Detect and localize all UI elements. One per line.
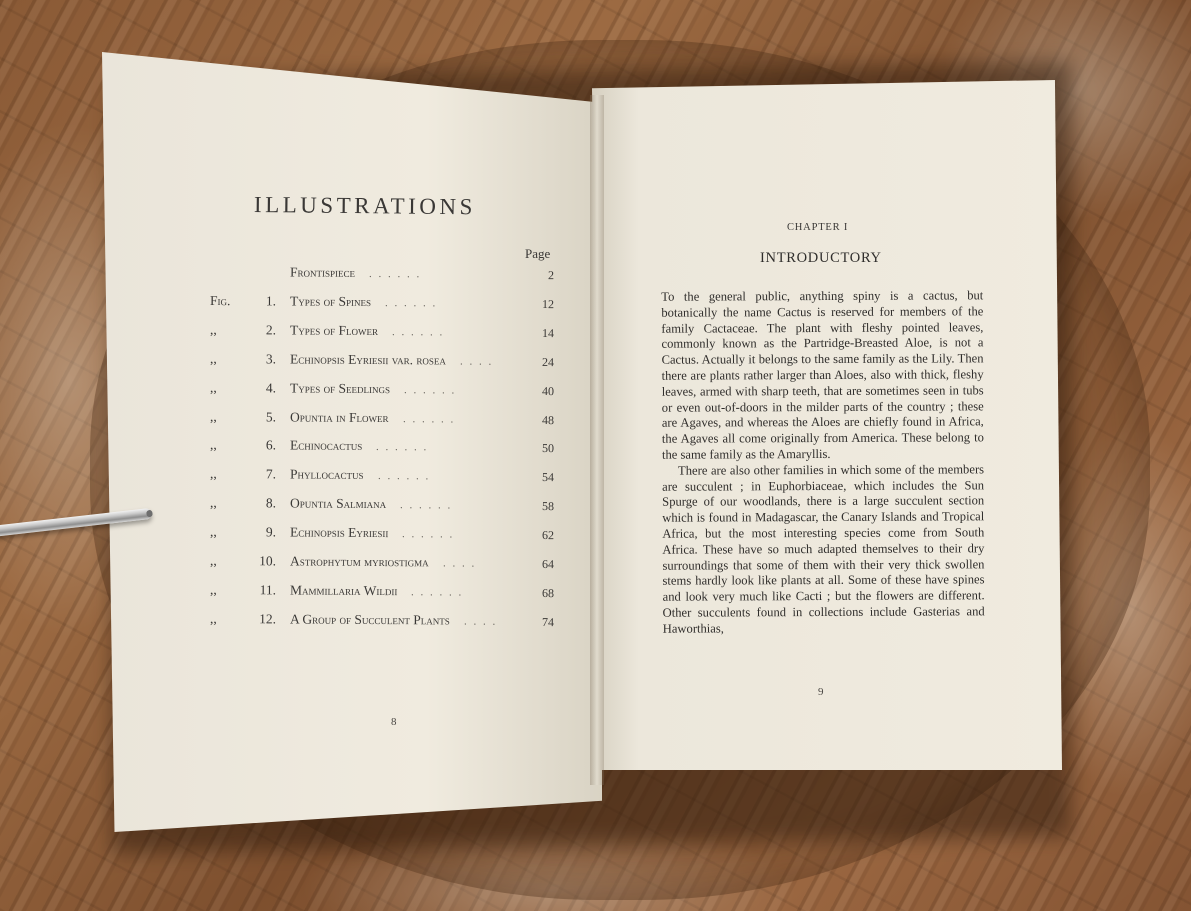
- entry-number: 10.: [259, 553, 277, 569]
- entry-label: Phyllocactus: [289, 466, 364, 483]
- entry-prefix: ,,: [209, 321, 217, 337]
- entry-number: 3.: [265, 351, 277, 367]
- leader-dots: . . . . . .: [399, 499, 453, 512]
- illustration-entry: [210, 582, 560, 604]
- leader-dots: . . . . . .: [403, 383, 457, 397]
- entry-label: A Group of Succulent Plants: [289, 611, 450, 628]
- entry-number: 5.: [265, 408, 277, 424]
- entry-number: 12.: [259, 611, 277, 627]
- illustration-entry: [210, 495, 560, 517]
- leader-dots: . . . .: [463, 615, 498, 628]
- entry-label: Echinopsis Eyriesii var. rosea: [289, 351, 446, 368]
- entry-number: 4.: [265, 379, 277, 395]
- entry-number: 1.: [265, 293, 277, 309]
- entry-prefix: ,,: [209, 379, 217, 395]
- entry-label: Types of Flower: [289, 322, 379, 338]
- right-page-number: 9: [818, 686, 824, 698]
- entry-label: Mammillaria Wildii: [289, 582, 398, 599]
- entry-number: 9.: [265, 524, 277, 540]
- entry-label: Opuntia Salmiana: [289, 495, 387, 512]
- illustration-entry: [210, 322, 560, 344]
- entry-page-number: 50: [541, 441, 555, 456]
- entry-label: Echinocactus: [289, 437, 363, 454]
- entry-number: 8.: [265, 495, 277, 511]
- chapter-body-text: [661, 288, 985, 637]
- page-column-label: Page: [525, 246, 551, 261]
- entry-page-number: 12: [541, 296, 555, 311]
- leader-dots: . . . . . .: [375, 441, 429, 454]
- body-paragraph: To the general public, anything spiny is a cactus, but botanically the name Cactus is reserved for members of the family Cactaceae. The plant with fleshy pointed leaves, commonly known as the Partridge-Breasted Aloe, is not a Cactus. Actually it belongs to the same family as the Lily. Then there are plants rather larger than Aloes, also with thick, fleshy leaves, armed with sharp teeth, that are sometimes seen in tubs or even out-of-doors in the milder parts of the country ; these are Agaves, and whereas the Aloes are chiefly found in Africa, the Agaves all come originally from America. These belong to the same family as the Amaryllis.: [661, 288, 984, 462]
- entry-page-number: 54: [541, 470, 555, 485]
- entry-prefix: ,,: [209, 610, 217, 626]
- entry-page-number: 2: [547, 268, 555, 283]
- leader-dots: . . . . . .: [377, 470, 431, 483]
- entry-page-number: 68: [541, 585, 555, 600]
- leader-dots: . . . .: [442, 557, 477, 570]
- entry-prefix: ,,: [209, 466, 217, 482]
- left-page-number: 8: [391, 716, 397, 728]
- leader-dots: . . . . . .: [410, 586, 464, 599]
- entry-prefix: Fig.: [209, 292, 231, 309]
- leader-dots: . . . . . .: [401, 528, 455, 541]
- entry-prefix: ,,: [209, 350, 217, 366]
- illustrations-heading: ILLUSTRATIONS: [253, 192, 476, 220]
- entry-label: Types of Seedlings: [289, 380, 391, 396]
- leader-dots: . . . . . .: [368, 267, 422, 281]
- entry-label: Astrophytum myriostigma: [289, 553, 429, 570]
- entry-page-number: 24: [541, 354, 555, 369]
- chapter-title: INTRODUCTORY: [760, 250, 882, 266]
- entry-page-number: 58: [541, 499, 555, 514]
- illustration-entry: [210, 611, 560, 633]
- entry-page-number: 62: [541, 528, 555, 543]
- leader-dots: . . . . . .: [402, 412, 456, 425]
- entry-prefix: ,,: [209, 408, 217, 424]
- chapter-label: CHAPTER I: [787, 222, 849, 233]
- illustration-entry: [210, 466, 560, 488]
- entry-page-number: 40: [541, 383, 555, 398]
- entry-number: 11.: [259, 582, 277, 598]
- entry-prefix: ,,: [209, 524, 217, 540]
- entry-prefix: ,,: [209, 495, 217, 511]
- entry-prefix: ,,: [209, 553, 217, 569]
- entry-page-number: 74: [541, 614, 555, 629]
- entry-prefix: ,,: [209, 581, 217, 597]
- entry-number: 2.: [265, 322, 277, 338]
- entry-label: Frontispiece: [289, 264, 356, 280]
- entry-prefix: ,,: [209, 437, 217, 453]
- leader-dots: . . . . . .: [391, 325, 445, 339]
- illustration-entry: [210, 380, 560, 402]
- leader-dots: . . . . . .: [384, 296, 438, 310]
- illustration-entry: [210, 553, 560, 575]
- illustration-entry: [210, 437, 560, 459]
- entry-number: 7.: [265, 466, 277, 482]
- book-gutter: [590, 95, 604, 785]
- illustration-entry: [210, 264, 560, 286]
- entry-label: Echinopsis Eyriesii: [289, 524, 389, 541]
- illustration-entry: [210, 524, 560, 546]
- entry-page-number: 64: [541, 557, 555, 572]
- entry-label: Opuntia in Flower: [289, 408, 389, 425]
- body-paragraph: There are also other families in which some of the members are succulent ; in Euphorbiaceae, which includes the Sun Spurge of our woodlands, there is a large succulent section which is found in Madagascar, the Canary Islands and Tropical Africa, but the most interesting species come from South Africa. These have so much adapted themselves to their dry surroundings that some of them with their very thick swollen stems hardly look like plants at all. Some of these have spines and look very much like Cacti ; but the flowers are different. Other succulents found in collections include Gasterias and Haworthias,: [662, 462, 985, 636]
- entry-number: 6.: [265, 437, 277, 453]
- illustration-entry: [210, 409, 560, 431]
- illustration-entry: [210, 351, 560, 373]
- entry-page-number: 14: [541, 325, 555, 340]
- leader-dots: . . . .: [459, 355, 494, 368]
- illustration-entry: [210, 293, 560, 315]
- entry-label: Types of Spines: [289, 293, 372, 309]
- entry-page-number: 48: [541, 412, 555, 427]
